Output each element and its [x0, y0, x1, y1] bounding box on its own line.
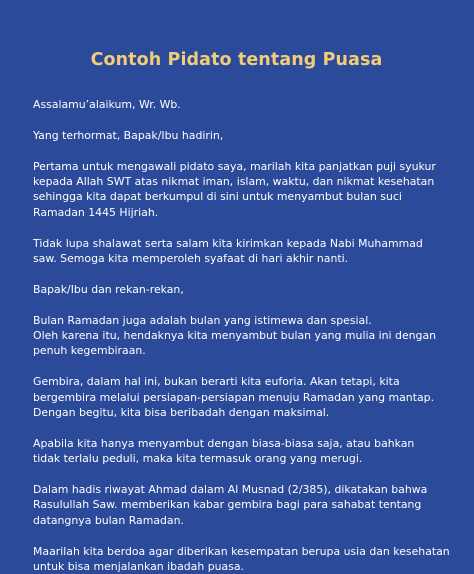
speech-body	[33, 97, 450, 574]
text-line: Ramadan 1445 Hijriah.	[33, 205, 159, 219]
paragraph-ramadan-special	[33, 313, 440, 359]
page-title: Contoh Pidato tentang Puasa	[90, 50, 383, 70]
text-line: kepada Allah SWT atas nikmat iman, islam, waktu, dan nikmat kesehatan	[33, 175, 435, 188]
text-line: Rasulullah Saw. memberikan kabar gembira bagi para sahabat tentang	[33, 498, 422, 512]
text-line: Pertama untuk mengawali pidato saya, marilah kita panjatkan puji syukur	[33, 159, 436, 173]
text-line: Yang terhormat, Bapak/Ibu hadirin,	[33, 128, 224, 142]
paragraph-address	[33, 128, 440, 143]
text-line: Oleh karena itu, hendaknya kita menyambut bulan yang mulia ini dengan	[33, 329, 437, 343]
paragraph-closing-prayer	[33, 544, 450, 574]
text-line: Bulan Ramadan juga adalah bulan yang istimewa dan spesial.	[33, 313, 372, 327]
paragraph-loss	[33, 436, 440, 467]
text-line: sehingga kita dapat berkumpul di sini untuk menyambut bulan suci	[33, 190, 402, 204]
text-line: Dengan begitu, kita bisa beribadah dengan maksimal.	[33, 406, 330, 420]
text-line: untuk bisa menjalankan ibadah puasa.	[33, 560, 245, 574]
paragraph-joy	[33, 374, 440, 420]
text-line: Tidak lupa shalawat serta salam kita kirimkan kepada Nabi Muhammad	[33, 236, 423, 250]
paragraph-greeting	[33, 97, 440, 112]
text-line: saw. Semoga kita memperoleh syafaat di hari akhir nanti.	[33, 252, 349, 266]
paragraph-hadith	[33, 482, 440, 528]
paragraph-shalawat	[33, 236, 440, 267]
paragraph-salutation	[33, 282, 440, 297]
text-line: datangnya bulan Ramadan.	[33, 513, 184, 527]
text-line: Maarilah kita berdoa agar diberikan kesempatan berupa usia dan kesehatan	[33, 544, 450, 558]
text-line: Bapak/Ibu dan rekan-rekan,	[33, 282, 184, 296]
text-line: Gembira, dalam hal ini, bukan berarti kita euforia. Akan tetapi, kita	[33, 375, 400, 389]
text-line: Apabila kita hanya menyambut dengan biasa-biasa saja, atau bahkan	[33, 436, 415, 450]
text-line: Assalamu’alaikum, Wr. Wb.	[33, 98, 181, 111]
text-line: penuh kegembiraan.	[33, 344, 146, 358]
text-line: Dalam hadis riwayat Ahmad dalam Al Musnad (2/385), dikatakan bahwa	[33, 483, 428, 497]
text-line: tidak terlalu peduli, maka kita termasuk orang yang merugi.	[33, 452, 363, 466]
text-line: bergembira melalui persiapan-persiapan menuju Ramadan yang mantap.	[33, 390, 435, 404]
paragraph-opening	[33, 159, 440, 221]
